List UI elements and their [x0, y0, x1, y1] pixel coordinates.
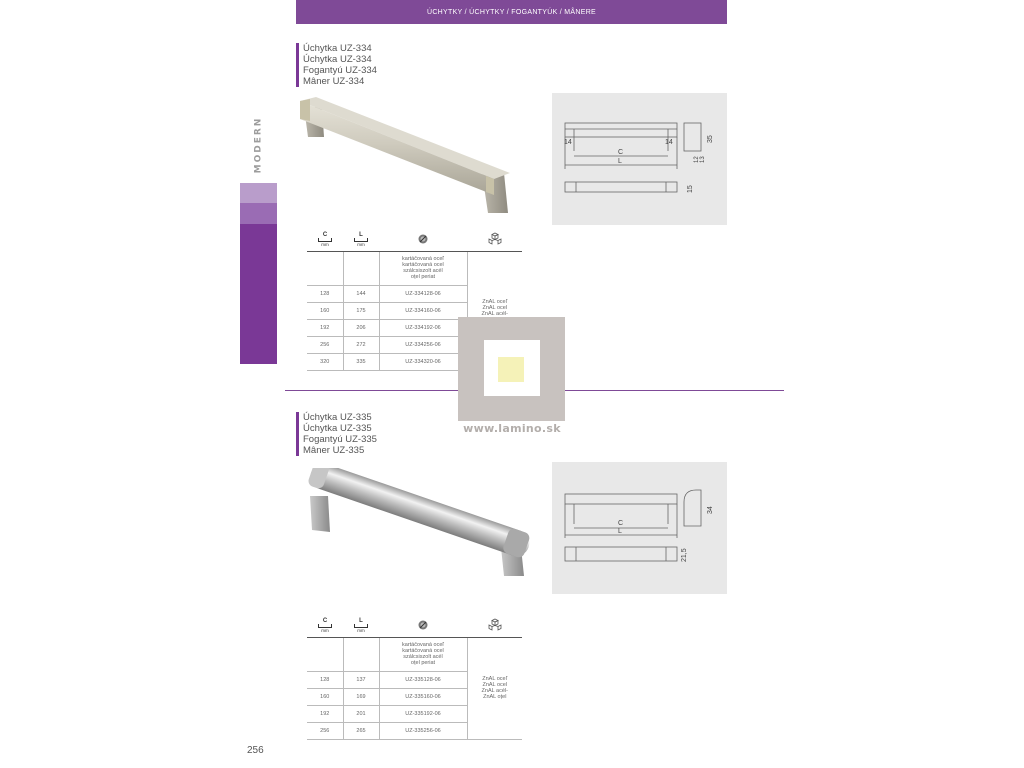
product-2-drawing	[552, 462, 727, 594]
table-row: 160 169 UZ-335160-06	[307, 688, 522, 705]
header-bar	[296, 0, 727, 24]
sidebar-bar-light	[240, 183, 277, 203]
watermark-logo-square	[498, 357, 524, 382]
material-cubes-icon	[488, 618, 502, 631]
product-2-spec-table	[307, 615, 522, 740]
product-1-dim-depth2: 13	[700, 156, 706, 163]
product-2-title-hu: Fogantyú UZ-335	[303, 434, 377, 445]
table-row: 320 335 UZ-334320-06	[307, 353, 522, 370]
sidebar-label-text: MODERN	[253, 116, 264, 174]
column-c-letter: C	[322, 617, 328, 624]
column-finish-header	[379, 229, 467, 251]
column-material-header	[467, 615, 522, 637]
column-material-header	[467, 229, 522, 251]
column-c-unit: mm	[321, 241, 329, 247]
watermark-text: www.lamino.sk	[463, 422, 561, 435]
column-l-header	[343, 229, 379, 251]
product-1-title-ro: Mâner UZ-334	[303, 76, 365, 87]
column-l-unit: mm	[357, 241, 365, 247]
product-2-photo	[296, 468, 536, 583]
table-row: 192 201 UZ-335192-06	[307, 705, 522, 722]
product-2-dim-height: 34	[707, 506, 714, 514]
material-description: ZnAL oceľ ZnAL ocel ZnAL acél-	[467, 251, 522, 370]
table-row: 192 206 UZ-334192-06	[307, 319, 522, 336]
table-row: 256 272 UZ-334256-06	[307, 336, 522, 353]
product-2-title-cz: Úchytka UZ-335	[303, 423, 372, 434]
column-l-letter: L	[359, 231, 363, 238]
product-1-dim-depth: 12	[694, 156, 700, 163]
product-2-title-block	[296, 412, 377, 456]
product-1-title-cz: Úchytka UZ-334	[303, 54, 372, 65]
column-l-header	[343, 615, 379, 637]
product-1-title-sk: Úchytka UZ-334	[303, 43, 372, 54]
table-row: 160 175 UZ-334160-06	[307, 302, 522, 319]
header-title: ÚCHYTKY / ÚCHYTKY / FOGANTYÚK / MÂNERE	[426, 8, 597, 16]
product-2-dim-c: C	[618, 520, 624, 527]
product-1-dim-c: C	[618, 149, 624, 156]
finish-swatch-icon	[417, 619, 429, 631]
product-1-dim-height: 35	[707, 135, 714, 143]
product-1-title-hu: Fogantyú UZ-334	[303, 65, 377, 76]
column-c-letter: C	[322, 231, 328, 238]
material-description: ZnAL oceľ ZnAL ocel ZnAL acél- ZnAL oțel	[467, 637, 522, 739]
product-1-drawing	[552, 93, 727, 225]
column-finish-header	[379, 615, 467, 637]
finish-swatch-icon	[417, 233, 429, 245]
page-number: 256	[247, 745, 264, 756]
product-1-dim-side-left: 14	[564, 139, 572, 146]
finish-description: kartáčovaná oceľ kartáčovaná ocel szálcsiszolt acél oțel periat	[379, 251, 467, 285]
product-2-title-ro: Mâner UZ-335	[303, 445, 365, 456]
sidebar-label	[240, 114, 277, 176]
table-row: 256 265 UZ-335256-06	[307, 722, 522, 739]
product-1-dim-side-right: 14	[665, 139, 673, 146]
column-c-header	[307, 229, 343, 251]
sidebar-bar-dark	[240, 224, 277, 364]
product-1-dim-l: L	[618, 158, 622, 165]
column-l-letter: L	[359, 617, 363, 624]
product-2-dim-bottom: 21,5	[681, 548, 688, 562]
column-l-unit: mm	[357, 627, 365, 633]
product-1-title-block	[296, 43, 377, 87]
product-2-title-sk: Úchytka UZ-335	[303, 412, 372, 423]
material-cubes-icon	[488, 232, 502, 245]
product-2-dim-l: L	[618, 528, 622, 535]
product-1-photo	[296, 95, 518, 220]
column-c-header	[307, 615, 343, 637]
product-1-dim-bottom: 15	[687, 185, 694, 193]
finish-description: kartáčovaná oceľ kartáčovaná ocel szálcsiszolt acél oțel periat	[379, 637, 467, 671]
column-c-unit: mm	[321, 627, 329, 633]
table-row: 128 137 UZ-335128-06	[307, 671, 522, 688]
table-row: 128 144 UZ-334128-06	[307, 285, 522, 302]
sidebar-bar-mid	[240, 203, 277, 224]
